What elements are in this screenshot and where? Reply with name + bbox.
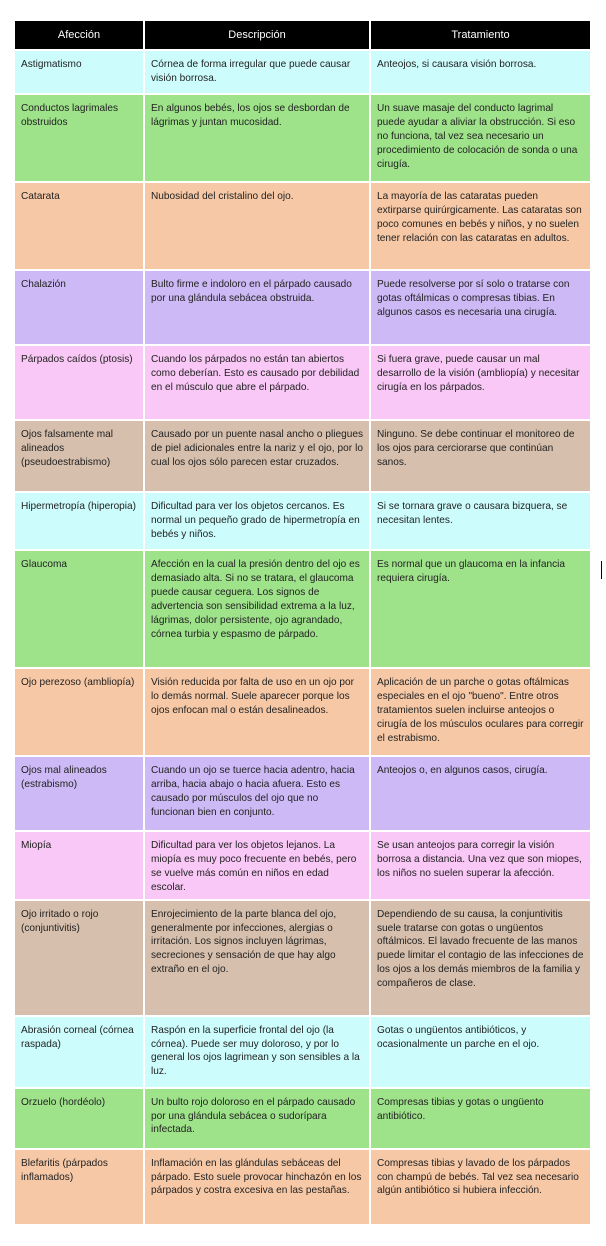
treatment-cell: Ninguno. Se debe continuar el monitoreo de los ojos para cerciorarse que continúan sanos. — [370, 420, 591, 492]
description-cell: Cuando los párpados no están tan abiertos como deberían. Esto es causado por debilidad en el músculo que abre el párpado. — [144, 345, 370, 420]
table-row — [14, 550, 591, 668]
condition-cell: Conductos lagrimales obstruidos — [14, 94, 144, 182]
description-cell: Afección en la cual la presión dentro del ojo es demasiado alta. Si no se tratara, el glaucoma puede causar ceguera. Los signos de advertencia son sensibilidad extrema a la luz, lágrimas, dolor persistente, ojo agrandado, córnea turbia y espasmo de párpado. — [144, 550, 370, 668]
condition-cell: Ojo perezoso (ambliopía) — [14, 668, 144, 756]
description-cell: Raspón en la superficie frontal del ojo (la córnea). Puede ser muy doloroso, y por lo general los ojos lagrimean y son sensibles a la luz. — [144, 1016, 370, 1088]
treatment-cell: Compresas tibias y lavado de los párpados con champú de bebés. Tal vez sea necesario algún antibiótico si hubiera infección. — [370, 1149, 591, 1225]
treatment-cell: Anteojos o, en algunos casos, cirugía. — [370, 756, 591, 831]
description-cell: Nubosidad del cristalino del ojo. — [144, 182, 370, 270]
table-row — [14, 345, 591, 420]
table-row — [14, 420, 591, 492]
table-row — [14, 900, 591, 1016]
treatment-cell: Si se tornara grave o causara bizquera, se necesitan lentes. — [370, 492, 591, 550]
treatment-cell: Anteojos, si causara visión borrosa. — [370, 50, 591, 94]
condition-cell: Miopía — [14, 831, 144, 900]
treatment-cell: Puede resolverse por sí solo o tratarse con gotas oftálmicas o compresas tibias. En algunos casos es necesaria una cirugía. — [370, 270, 591, 345]
description-cell: Dificultad para ver los objetos lejanos. La miopía es muy poco frecuente en bebés, pero se vuelve más común en niños en edad escolar. — [144, 831, 370, 900]
table-row — [14, 1088, 591, 1149]
treatment-cell: Se usan anteojos para corregir la visión borrosa a distancia. Una vez que son miopes, los niños no suelen superar la afección. — [370, 831, 591, 900]
treatment-cell: La mayoría de las cataratas pueden extirparse quirúrgicamente. Las cataratas son poco comunes en bebés y niños, y no suelen tener relación con las cataratas en adultos. — [370, 182, 591, 270]
condition-cell: Chalazión — [14, 270, 144, 345]
condition-cell: Orzuelo (hordéolo) — [14, 1088, 144, 1149]
description-cell: En algunos bebés, los ojos se desbordan de lágrimas y juntan mucosidad. — [144, 94, 370, 182]
treatment-cell: Gotas o ungüentos antibióticos, y ocasionalmente un parche en el ojo. — [370, 1016, 591, 1088]
description-cell: Causado por un puente nasal ancho o pliegues de piel adicionales entre la nariz y el ojo, por lo cual los ojos sólo parecen estar cruzados. — [144, 420, 370, 492]
table-row — [14, 756, 591, 831]
condition-cell: Astigmatismo — [14, 50, 144, 94]
table-row — [14, 668, 591, 756]
table-row — [14, 831, 591, 900]
table-header-row — [14, 20, 591, 50]
treatment-cell: Un suave masaje del conducto lagrimal puede ayudar a aliviar la obstrucción. Si eso no funciona, tal vez sea necesario un procedimiento de colocación de sonda o una cirugía. — [370, 94, 591, 182]
description-cell: Inflamación en las glándulas sebáceas del párpado. Esto suele provocar hinchazón en los párpados y costra excesiva en las pestañas. — [144, 1149, 370, 1225]
treatment-cell: Es normal que un glaucoma en la infancia requiera cirugía. — [370, 550, 591, 668]
eye-conditions-table — [13, 19, 592, 1226]
condition-cell: Abrasión corneal (córnea raspada) — [14, 1016, 144, 1088]
header-treatment: Tratamiento — [370, 20, 591, 50]
table-row — [14, 94, 591, 182]
treatment-cell: Dependiendo de su causa, la conjuntivitis suele tratarse con gotas o ungüentos oftálmicos. El lavado frecuente de las manos puede limitar el contagio de las infecciones de los ojos a los demás miembros de la familia y compañeros de clase. — [370, 900, 591, 1016]
treatment-cell: Aplicación de un parche o gotas oftálmicas especiales en el ojo "bueno". Entre otros tratamientos suelen incluirse anteojos o cirugía de los músculos oculares para corregir el estrabismo. — [370, 668, 591, 756]
condition-cell: Blefaritis (párpados inflamados) — [14, 1149, 144, 1225]
treatment-cell: Compresas tibias y gotas o ungüento antibiótico. — [370, 1088, 591, 1149]
condition-cell: Párpados caídos (ptosis) — [14, 345, 144, 420]
description-cell: Bulto firme e indoloro en el párpado causado por una glándula sebácea obstruida. — [144, 270, 370, 345]
table-row — [14, 50, 591, 94]
description-cell: Cuando un ojo se tuerce hacia adentro, hacia arriba, hacia abajo o hacia afuera. Esto es causado por músculos del ojo que no funcionan bien en conjunto. — [144, 756, 370, 831]
description-cell: Enrojecimiento de la parte blanca del ojo, generalmente por infecciones, alergias o irritación. Los signos incluyen lágrimas, secreciones y sensación de que hay algo extraño en el ojo. — [144, 900, 370, 1016]
header-description: Descripción — [144, 20, 370, 50]
description-cell: Córnea de forma irregular que puede causar visión borrosa. — [144, 50, 370, 94]
description-cell: Un bulto rojo doloroso en el párpado causado por una glándula sebácea o sudorípara infectada. — [144, 1088, 370, 1149]
table-row — [14, 1016, 591, 1088]
treatment-cell: Si fuera grave, puede causar un mal desarrollo de la visión (ambliopía) y necesitar cirugía en los párpados. — [370, 345, 591, 420]
text-cursor — [601, 561, 602, 579]
condition-cell: Hipermetropía (hiperopia) — [14, 492, 144, 550]
description-cell: Visión reducida por falta de uso en un ojo por lo demás normal. Suele aparecer porque los ojos enfocan mal o están desalineados. — [144, 668, 370, 756]
condition-cell: Ojos mal alineados (estrabismo) — [14, 756, 144, 831]
condition-cell: Glaucoma — [14, 550, 144, 668]
header-condition: Afección — [14, 20, 144, 50]
table-row — [14, 1149, 591, 1225]
description-cell: Dificultad para ver los objetos cercanos. Es normal un pequeño grado de hipermetropía en bebés y niños. — [144, 492, 370, 550]
condition-cell: Ojo irritado o rojo (conjuntivitis) — [14, 900, 144, 1016]
table-row — [14, 492, 591, 550]
condition-cell: Catarata — [14, 182, 144, 270]
table-row — [14, 270, 591, 345]
table-row — [14, 182, 591, 270]
condition-cell: Ojos falsamente mal alineados (pseudoestrabismo) — [14, 420, 144, 492]
